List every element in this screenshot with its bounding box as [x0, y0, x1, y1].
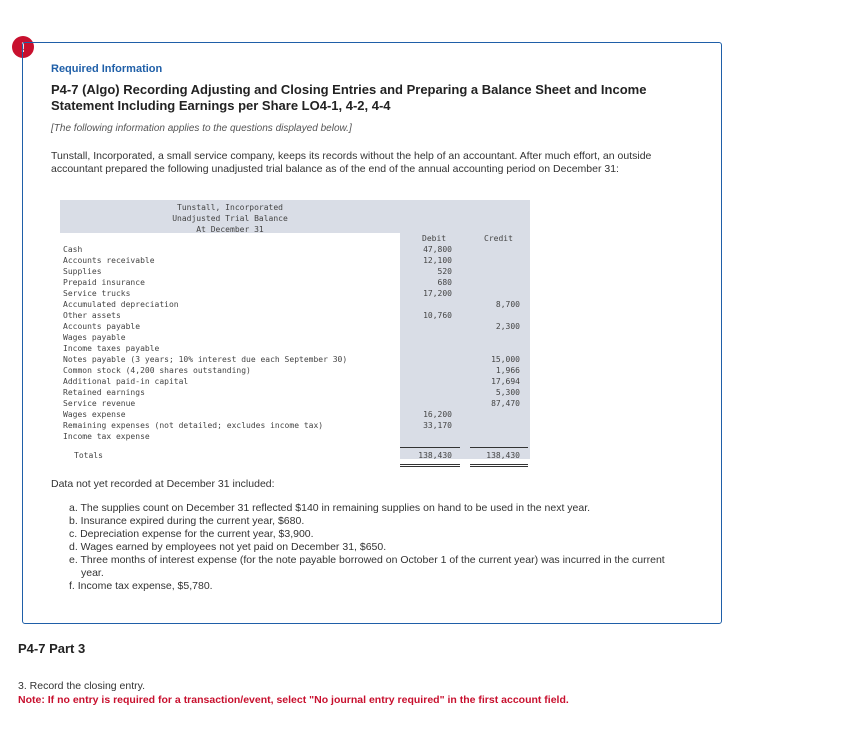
total-credit: 138,430 [486, 451, 520, 460]
table-row [60, 431, 530, 442]
credit-amount: 2,300 [495, 322, 520, 331]
trial-balance-date: At December 31 [196, 225, 264, 234]
account-name: Income taxes payable [63, 344, 160, 353]
list-item: a. The supplies count on December 31 reflected $140 in remaining supplies on hand to be used in the next year. [69, 502, 591, 514]
list-item: d. Wages earned by employees not yet paid on December 31, $650. [69, 541, 387, 553]
table-row [60, 343, 530, 354]
part-note: Note: If no entry is required for a transaction/event, select "No journal entry required" in the first account field. [18, 694, 569, 706]
table-row [60, 288, 530, 299]
table-row [60, 299, 530, 310]
account-name: Cash [63, 245, 83, 254]
table-row [60, 255, 530, 266]
trial-balance-header [60, 200, 530, 233]
table-row [60, 354, 530, 365]
debit-amount: 10,760 [423, 311, 452, 320]
debit-amount: 33,170 [423, 421, 452, 430]
table-row [60, 398, 530, 409]
account-name: Income tax expense [63, 432, 150, 441]
table-row [60, 365, 530, 376]
table-row [60, 277, 530, 288]
credit-amount: 87,470 [491, 399, 520, 408]
totals-label: Totals [74, 451, 103, 460]
table-row [60, 321, 530, 332]
list-item: b. Insurance expired during the current year, $680. [69, 515, 305, 527]
debit-amount: 12,100 [423, 256, 452, 265]
totals-row [60, 448, 530, 464]
account-name: Other assets [63, 311, 121, 320]
table-row [60, 409, 530, 420]
account-name: Additional paid-in capital [63, 377, 189, 386]
list-item: c. Depreciation expense for the current year, $3,900. [69, 528, 314, 540]
account-name: Service revenue [63, 399, 136, 408]
credit-amount: 5,300 [495, 388, 520, 397]
list-item: e. Three months of interest expense (for the note payable borrowed on October 1 of the current year) was incurred in the current year. [69, 554, 665, 579]
column-headers [60, 233, 530, 244]
additional-data-title: Data not yet recorded at December 31 included: [51, 478, 275, 490]
debit-amount: 520 [437, 267, 452, 276]
account-name: Retained earnings [63, 388, 145, 397]
table-row [60, 310, 530, 321]
account-name: Wages expense [63, 410, 126, 419]
applies-note: [The following information applies to the questions displayed below.] [51, 123, 352, 134]
account-name: Service trucks [63, 289, 131, 298]
table-row [60, 244, 530, 255]
account-name: Accounts payable [63, 322, 141, 331]
account-name: Prepaid insurance [63, 278, 145, 287]
part-instruction: 3. Record the closing entry. [18, 680, 146, 692]
credit-amount: 1,966 [495, 366, 520, 375]
credit-amount: 15,000 [491, 355, 520, 364]
credit-amount: 8,700 [495, 300, 520, 309]
account-name: Accounts receivable [63, 256, 155, 265]
debit-amount: 16,200 [423, 410, 452, 419]
debit-amount: 680 [437, 278, 452, 287]
debit-amount: 47,800 [423, 245, 452, 254]
credit-header: Credit [484, 234, 513, 243]
trial-balance-title: Unadjusted Trial Balance [172, 214, 288, 223]
problem-title: P4-7 (Algo) Recording Adjusting and Closing Entries and Preparing a Balance Sheet and Income Statement Including Earnings per Share LO4-1, 4-2, 4-4 [51, 82, 647, 113]
table-row [60, 266, 530, 277]
credit-amount: 17,694 [491, 377, 520, 386]
list-item: f. Income tax expense, $5,780. [69, 580, 213, 592]
trial-balance-table [60, 200, 530, 467]
total-debit: 138,430 [418, 451, 452, 460]
part-title: P4-7 Part 3 [18, 641, 86, 656]
account-name: Supplies [63, 267, 102, 276]
table-row [60, 420, 530, 431]
debit-amount: 17,200 [423, 289, 452, 298]
additional-data-list [69, 502, 689, 593]
table-row [60, 387, 530, 398]
account-name: Accumulated depreciation [63, 300, 179, 309]
account-name: Remaining expenses (not detailed; excludes income tax) [63, 421, 324, 430]
account-name: Wages payable [63, 333, 126, 342]
company-name: Tunstall, Incorporated [177, 203, 283, 212]
debit-header: Debit [422, 234, 447, 243]
account-name: Notes payable (3 years; 10% interest due each September 30) [63, 355, 348, 364]
alert-icon: ! [12, 36, 34, 58]
table-row [60, 376, 530, 387]
required-information-panel [22, 42, 722, 624]
account-name: Common stock (4,200 shares outstanding) [63, 366, 251, 375]
intro-paragraph: Tunstall, Incorporated, a small service company, keeps its records without the help of an accountant. After much effort, an outside accountant prepared the following unadjusted trial balance as of the end of the annual accounting period on December 31: [51, 150, 652, 175]
required-information-label: Required Information [51, 63, 163, 75]
trial-balance-body [60, 233, 530, 467]
table-row [60, 332, 530, 343]
